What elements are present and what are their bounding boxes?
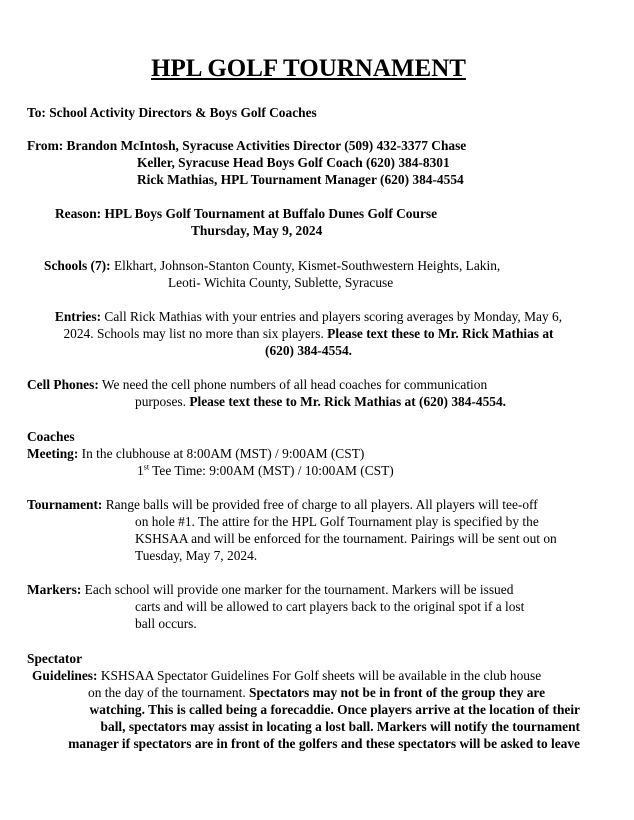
tee-number: 1 xyxy=(137,463,144,478)
spectator-label: Spectator xyxy=(27,651,83,666)
tee-text: Tee Time: 9:00AM (MST) / 10:00AM (CST) xyxy=(149,463,394,478)
tournament-line-4: Tuesday, May 7, 2024. xyxy=(135,548,258,563)
coaches-label: Coaches xyxy=(27,429,75,444)
cell-phones-line-2 xyxy=(135,393,506,410)
cell-phones-text-2a: purposes. xyxy=(135,394,190,409)
cell-phones-label: Cell Phones: xyxy=(27,377,99,392)
cell-phones-text-2b: Please text these to Mr. Rick Mathias at (620) 384-4554. xyxy=(189,394,507,409)
cell-phones-line-1 xyxy=(27,376,487,393)
spectator-line-2 xyxy=(88,684,545,701)
markers-line-1 xyxy=(27,581,513,598)
entries-label: Entries: xyxy=(54,309,102,324)
entries-line-2 xyxy=(0,325,617,342)
spectator-text-2a: on the day of the tournament. xyxy=(88,685,250,700)
schools-label: Schools (7): xyxy=(44,258,111,273)
meeting-line-1 xyxy=(27,445,364,462)
guidelines-label: Guidelines: xyxy=(32,668,98,683)
spectator-line-5: manager if spectators are in front of the golfers and these spectators will be asked to leave xyxy=(68,736,580,751)
meeting-text-1: In the clubhouse at 8:00AM (MST) / 9:00AM (CST) xyxy=(78,446,365,461)
page-title: HPL GOLF TOURNAMENT xyxy=(151,55,466,82)
markers-label: Markers: xyxy=(27,582,82,597)
cell-phones-text-1: We need the cell phone numbers of all head coaches for communication xyxy=(98,377,488,392)
reason-line-2: Thursday, May 9, 2024 xyxy=(191,223,323,238)
tournament-line-2: on hole #1. The attire for the HPL Golf Tournament play is specified by the xyxy=(135,514,539,529)
spectator-line-4: ball, spectators may assist in locating a lost ball. Markers will notify the tournament xyxy=(100,719,580,734)
entries-line-3: (620) 384-4554. xyxy=(264,343,353,358)
entries-line-1 xyxy=(0,308,617,325)
tournament-line-3: KSHSAA and will be enforced for the tournament. Pairings will be sent out on xyxy=(135,531,557,546)
reason-line-1: Reason: HPL Boys Golf Tournament at Buffalo Dunes Golf Course xyxy=(55,206,438,221)
tee-time-line xyxy=(137,462,394,479)
spectator-line-1 xyxy=(32,667,541,684)
from-line-2: Keller, Syracuse Head Boys Golf Coach (620) 384-8301 xyxy=(137,155,450,170)
schools-line-1 xyxy=(44,257,500,274)
from-line-3: Rick Mathias, HPL Tournament Manager (620) 384-4554 xyxy=(137,172,464,187)
markers-line-2: carts and will be allowed to cart players back to the original spot if a lost xyxy=(135,599,525,614)
spectator-text-2b: Spectators may not be in front of the group they are xyxy=(249,685,546,700)
tee-suffix: st xyxy=(143,462,150,472)
tournament-label: Tournament: xyxy=(27,497,103,512)
entries-text-2a: 2024. Schools may list no more than six players. xyxy=(63,326,328,341)
spectator-line-3: watching. This is called being a forecaddie. Once players arrive at the location of their xyxy=(89,702,580,717)
markers-text-1: Each school will provide one marker for the tournament. Markers will be issued xyxy=(81,582,514,597)
tournament-line-1 xyxy=(27,496,538,513)
markers-line-3: ball occurs. xyxy=(135,616,197,631)
from-line-1: From: Brandon McIntosh, Syracuse Activities Director (509) 432-3377 Chase xyxy=(27,138,467,153)
meeting-label: Meeting: xyxy=(27,446,79,461)
entries-text-1: Call Rick Mathias with your entries and players scoring averages by Monday, May 6, xyxy=(101,309,563,324)
schools-text-1: Elkhart, Johnson-Stanton County, Kismet-Southwestern Heights, Lakin, xyxy=(110,258,501,273)
to-line: To: School Activity Directors & Boys Golf Coaches xyxy=(27,105,317,120)
tournament-text-1: Range balls will be provided free of charge to all players. All players will tee-off xyxy=(102,497,538,512)
entries-text-2b: Please text these to Mr. Rick Mathias at xyxy=(327,326,554,341)
schools-line-2: Leoti- Wichita County, Sublette, Syracuse xyxy=(168,275,394,290)
spectator-text-1: KSHSAA Spectator Guidelines For Golf sheets will be available in the club house xyxy=(97,668,542,683)
